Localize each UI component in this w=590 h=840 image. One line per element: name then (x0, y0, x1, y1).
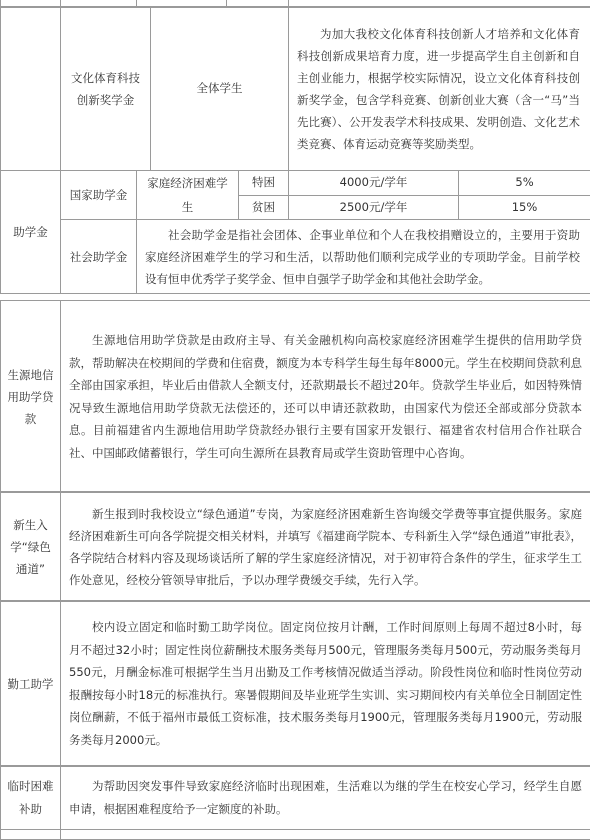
cell-fragment-bottom-1 (1, 830, 61, 840)
work-study-section (0, 600, 590, 767)
social-grant-label: 社会助学金 (61, 220, 137, 294)
national-grant-label: 国家助学金 (61, 171, 137, 220)
work-study-description: 校内设立固定和临时勤工助学岗位。固定岗位按月计酬，工作时间原则上每周不超过8小时，每月不超过32小时；固定性岗位薪酬技术服务类每月500元，管理服务类每月500元，劳动服务类每月550元，月酬金标准可根据学生当月出勤及工作考核情况做适当浮动。阶段性岗位和临时性岗位劳动报酬按每小时18元的标准执行。寒暑假期间及毕业班学生实训、实习期间校内有关单位全日制固定性岗位酬薪，不低于福州市最低工资标准，技术服务类每月1900元，管理服务类每月1900元，劳动服务类每月2000元。 (61, 601, 590, 767)
grant-section (0, 170, 590, 294)
grant-amount: 2500元/学年 (289, 195, 459, 220)
hardship-section (0, 765, 590, 840)
cell-fragment-bottom-2 (61, 830, 590, 840)
social-grant-description: 社会助学金是指社会团体、企事业单位和个人在我校捐赠设立的，主要用于资助家庭经济困难学生的学习和生活，以帮助他们顺利完成学业的专项助学金。目前学校设有恒申优秀学子奖学金、恒申自强学子助学金和其他社会助学金。 (137, 220, 590, 294)
green-channel-description: 新生报到时我校设立“绿色通道”专岗，为家庭经济困难新生咨询缓交学费等事宜提供服务。家庭经济困难新生可向各学院提交相关材料，并填写《福建商学院本、专科新生入学“绿色通道”审批表》，各学院结合材料内容及现场谈话所了解的学生家庭经济情况，对于初审符合条件的学生，征求学生工作处意见，经校分管领导审批后，予以办理学费缓交手续，先行入学。 (61, 492, 590, 602)
green-channel-section (0, 491, 590, 602)
cultural-award-label: 文化体育科技创新奖学金 (61, 7, 151, 171)
cultural-award-description: 为加大我校文化体育科技创新人才培养和文化体育科技创新成果培育力度，进一步提高学生自主创新和自主创业能力，根据学校实际情况，设立文化体育科技创新奖学金，包含学科竞赛、创新创业大赛（含一“马”当先比赛）、公开发表学术科技成果、发明创造、文化艺术类竞赛、体育运动竞赛等奖励类型。 (289, 7, 590, 171)
grant-level: 特困 (239, 171, 289, 196)
cultural-award-parent-cell (1, 7, 61, 171)
work-study-label: 勤工助学 (1, 601, 61, 767)
hardship-label: 临时困难补助 (1, 766, 61, 830)
national-grant-target: 家庭经济困难学生 (137, 171, 239, 220)
grant-category: 助学金 (1, 171, 61, 294)
green-channel-label: 新生入学“绿色通道” (1, 492, 61, 602)
loan-description: 生源地信用助学贷款是由政府主导、有关金融机构向高校家庭经济困难学生提供的信用助学贷款，帮助解决在校期间的学费和住宿费，额度为本专科学生每生每年8000元。学生在校期间贷款利息全部由国家承担，毕业后由借款人全额支付，还款期最长不超过20年。贷款学生毕业后，如因特殊情况导致生源地信用助学贷款无法偿还的，还可以申请还款救助，由国家代为偿还全部或部分贷款本息。目前福建省内生源地信用助学贷款经办银行主要有国家开发银行、福建省农村信用合作社联合社、中国邮政储蓄银行，学生可向生源所在县教育局或学生资助管理中心咨询。 (61, 301, 590, 493)
hardship-description: 为帮助因突发事件导致家庭经济临时出现困难，生活难以为继的学生在校安心学习，经学生自愿申请，根据困难程度给予一定额度的补助。 (61, 766, 590, 830)
grant-ratio: 15% (459, 195, 590, 220)
loan-section (0, 300, 590, 493)
cultural-award-section (0, 6, 590, 171)
cultural-award-target: 全体学生 (151, 7, 289, 171)
loan-label: 生源地信用助学贷款 (1, 301, 61, 493)
grant-ratio: 5% (459, 171, 590, 196)
grant-level: 贫困 (239, 195, 289, 220)
grant-amount: 4000元/学年 (289, 171, 459, 196)
